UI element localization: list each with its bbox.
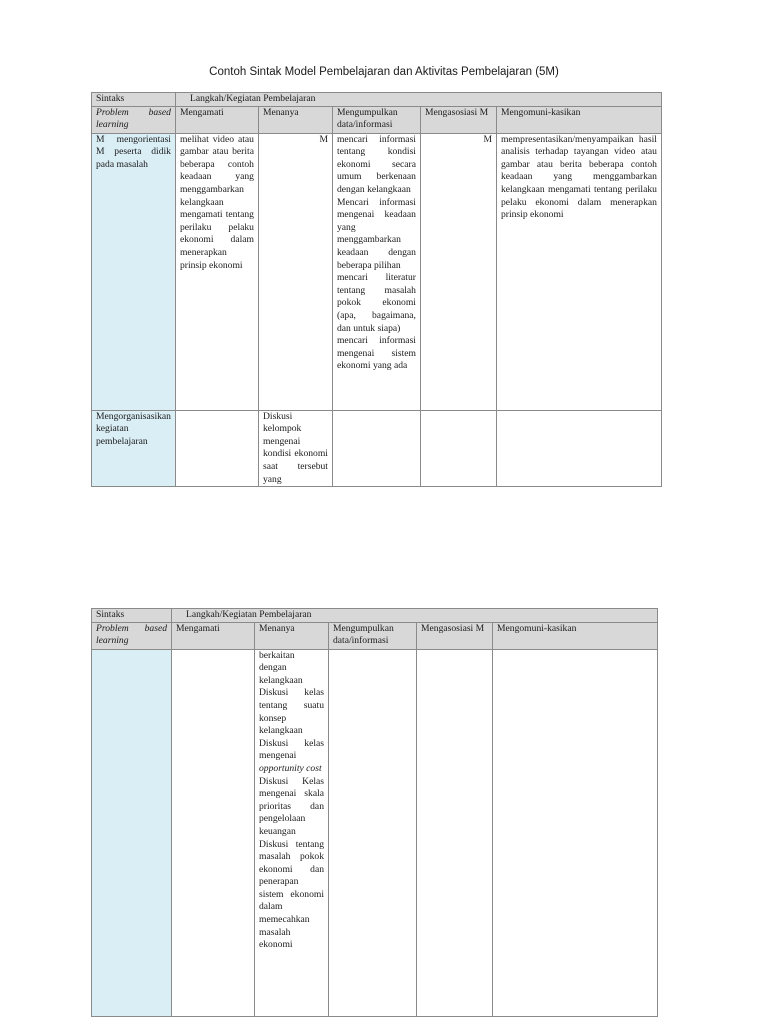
cell-mengomunikasikan-3 xyxy=(493,649,658,1016)
cell-mengasosiasi-2 xyxy=(420,410,496,487)
header-sintaks: Sintaks xyxy=(92,609,172,623)
header-sintaks: Sintaks xyxy=(92,93,176,107)
header-model: Problem based learning xyxy=(92,106,176,133)
menanya-diskusi-kelas: berkaitan dengan kelangkaan Diskusi kelas tentang suatu konsep kelangkaan Diskusi kelas mengenai xyxy=(259,649,324,762)
header-mengomunikasikan: Mengomuni-kasikan xyxy=(496,106,661,133)
cell-mengomunikasikan-1: mempresentasikan/menyampaikan hasil analisis terhadap tayangan video atau gambar atau berita beberapa contoh keadaan yang menggambarkan kelangkaan mengamati tentang perilaku pelaku ekonomi dalam menerapkan prinsip ekonomi xyxy=(496,133,661,410)
cell-mengumpulkan-2 xyxy=(332,410,420,487)
header-langkah: Langkah/Kegiatan Pembelajaran xyxy=(175,93,661,107)
cell-sintak-orientasi: M mengorientasi M peserta didik pada masalah xyxy=(92,133,176,410)
header-mengasosiasi: Mengasosiasi M xyxy=(417,622,493,649)
cell-mengumpulkan-1: mencari informasi tentang kondisi ekonomi secara umum berkenaan dengan kelangkaan Mencari informasi mengenai keadaan yang menggambarkan keadaan dengan beberapa pilihan mencari literatur tentang masalah pokok ekonomi (apa, bagaimana, dan untuk siapa) mencari informasi mengenai sistem ekonomi yang ada xyxy=(332,133,420,410)
cell-mengasosiasi-3 xyxy=(417,649,493,1016)
header-menanya: Menanya xyxy=(255,622,329,649)
sintak-table-2 xyxy=(91,608,658,1017)
cell-menanya-3 xyxy=(255,649,329,1016)
cell-mengumpulkan-3 xyxy=(329,649,417,1016)
header-langkah: Langkah/Kegiatan Pembelajaran xyxy=(172,609,658,623)
cell-mengamati-1: melihat video atau gambar atau berita beberapa contoh keadaan yang menggambarkan kelangkaan mengamati tentang perilaku pelaku ekonomi dalam menerapkan prinsip ekonomi xyxy=(175,133,258,410)
cell-menanya-2: Diskusi kelompok mengenai kondisi ekonomi saat tersebut yang xyxy=(258,410,332,487)
cell-mengamati-2 xyxy=(175,410,258,487)
cell-mengasosiasi-1: M xyxy=(420,133,496,410)
header-mengumpulkan: Mengumpulkan data/informasi xyxy=(329,622,417,649)
sintak-table-1 xyxy=(91,92,662,487)
cell-mengomunikasikan-2 xyxy=(496,410,661,487)
menanya-diskusi-lanjut: Diskusi Kelas mengenai skala prioritas dan pengelolaan keuangan Diskusi tentang masalah pokok ekonomi dan penerapan sistem ekonomi dalam memecahkan masalah ekonomi xyxy=(259,775,324,951)
header-mengumpulkan: Mengumpulkan data/informasi xyxy=(332,106,420,133)
header-mengasosiasi: Mengasosiasi M xyxy=(420,106,496,133)
header-menanya: Menanya xyxy=(258,106,332,133)
menanya-opportunity-cost: opportunity cost xyxy=(259,762,322,774)
cell-sintak-continued xyxy=(92,649,172,1016)
header-mengamati: Mengamati xyxy=(175,106,258,133)
cell-sintak-organisasi: Mengorganisasikan kegiatan pembelajaran xyxy=(92,410,176,487)
header-model: Problem based learning xyxy=(92,622,172,649)
header-mengomunikasikan: Mengomuni-kasikan xyxy=(493,622,658,649)
page-title: Contoh Sintak Model Pembelajaran dan Aktivitas Pembelajaran (5M) xyxy=(209,66,559,78)
cell-mengamati-3 xyxy=(172,649,255,1016)
cell-menanya-1: M xyxy=(258,133,332,410)
header-mengamati: Mengamati xyxy=(172,622,255,649)
